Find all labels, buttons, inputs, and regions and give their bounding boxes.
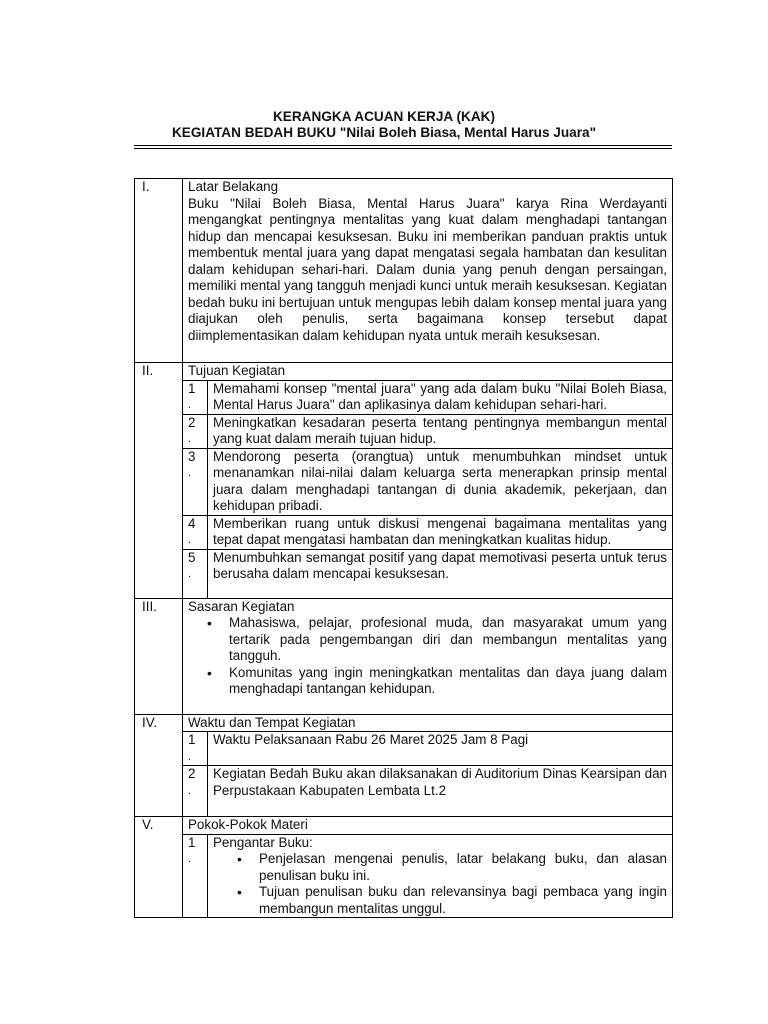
section-number: IV. xyxy=(135,714,183,817)
section-content xyxy=(183,598,673,714)
kak-table xyxy=(134,178,673,918)
list-item: • Mahasiswa, pelajar, profesional muda, dan masyarakat umum yang tertarik pada pengembangan diri dan membangun mentalitas yang tangguh. xyxy=(229,615,672,665)
list-item xyxy=(183,414,672,448)
item-text: Waktu Pelaksanaan Rabu 26 Maret 2025 Jam 8 Pagi xyxy=(208,732,673,766)
objectives-list xyxy=(183,380,672,598)
section-title: Pokok-Pokok Materi xyxy=(188,817,308,832)
section-title: Tujuan Kegiatan xyxy=(188,363,286,378)
item-number: 4 . xyxy=(183,515,208,549)
item-text: Menumbuhkan semangat positif yang dapat memotivasi peserta untuk terus berusaha dalam mencapai kesuksesan. xyxy=(208,549,673,598)
section-title: Waktu dan Tempat Kegiatan xyxy=(188,714,356,730)
section-number: V. xyxy=(135,817,183,918)
list-item xyxy=(183,732,672,766)
list-item xyxy=(183,380,672,414)
item-text: Memberikan ruang untuk diskusi mengenai bagaimana mentalitas yang tepat dapat mengatasi hambatan dan meningkatkan kualitas hidup. xyxy=(208,515,673,549)
item-number: 1 . xyxy=(183,834,208,917)
section-row-pokok-materi xyxy=(135,817,673,918)
document-subtitle: KEGIATAN BEDAH BUKU "Nilai Boleh Biasa, Mental Harus Juara" xyxy=(171,125,597,140)
section-content xyxy=(183,714,673,817)
section-title: Sasaran Kegiatan xyxy=(188,598,295,614)
section-row-waktu-tempat xyxy=(135,714,673,817)
section-row-tujuan-kegiatan xyxy=(135,363,673,599)
item-text: Memahami konsep "mental juara" yang ada dalam buku "Nilai Boleh Biasa, Mental Harus Juara" dan aplikasinya dalam kehidupan sehari-hari. xyxy=(208,380,673,414)
document-title: KERANGKA ACUAN KERJA (KAK) xyxy=(272,109,496,124)
section-title: Latar Belakang xyxy=(188,179,279,194)
section-content xyxy=(183,817,673,918)
list-item: • Tujuan penulisan buku dan relevansinya bagi pembaca yang ingin membangun mentalitas unggul. xyxy=(259,884,667,917)
schedule-list xyxy=(183,731,672,816)
item-number: 1 . xyxy=(183,380,208,414)
list-item: • Penjelasan mengenai penulis, latar belakang buku, dan alasan penulisan buku ini. xyxy=(259,851,667,884)
target-list xyxy=(183,615,672,698)
item-number: 2 . xyxy=(183,414,208,448)
section-row-sasaran-kegiatan xyxy=(135,598,673,714)
item-text: Meningkatkan kesadaran peserta tentang pentingnya membangun mental yang kuat dalam meraih tujuan hidup. xyxy=(208,414,673,448)
title-rule-top xyxy=(134,145,672,146)
list-item xyxy=(183,834,672,917)
section-paragraph: Buku "Nilai Boleh Biasa, Mental Harus Juara" karya Rina Werdayanti mengangkat pentingnya mentalitas yang kuat dalam menghadapi tantangan hidup dan mencapai kesuksesan. Buku ini memberikan panduan praktis untuk membentuk mental juara yang dapat mengatasi segala hambatan dan kesulitan dalam kehidupan sehari-hari. Dalam dunia yang penuh dengan persaingan, memiliki mental yang tangguh menjadi kunci untuk meraih kesuksesan. Kegiatan bedah buku ini bertujuan untuk mengupas lebih dalam konsep mental juara yang diajukan oleh penulis, serta bagaimana konsep tersebut dapat diimplementasikan dalam kehidupan nyata untuk meraih kesuksesan. xyxy=(188,195,667,343)
material-sublist xyxy=(213,851,667,917)
item-text xyxy=(208,834,673,917)
section-content xyxy=(183,363,673,599)
list-item xyxy=(183,549,672,598)
list-item xyxy=(183,515,672,549)
item-text: Mendorong peserta (orangtua) untuk menumbuhkan mindset untuk menanamkan nilai-nilai dalam keluarga serta menerapkan prinsip mental juara dalam menghadapi tantangan di dunia akademik, pekerjaan, dan kehidupan pribadi. xyxy=(208,448,673,515)
item-number: 2 . xyxy=(183,766,208,817)
section-content xyxy=(183,179,673,363)
item-number: 1 . xyxy=(183,732,208,766)
item-text: Kegiatan Bedah Buku akan dilaksanakan di Auditorium Dinas Kearsipan dan Perpustakaan Kabupaten Lembata Lt.2 xyxy=(208,766,673,817)
section-number: II. xyxy=(135,363,183,599)
list-item: • Komunitas yang ingin meningkatkan mentalitas dan daya juang dalam menghadapi tantangan kehidupan. xyxy=(229,665,672,698)
item-number: 3 . xyxy=(183,448,208,515)
list-item xyxy=(183,448,672,515)
section-number: I. xyxy=(135,179,183,363)
list-item xyxy=(183,766,672,817)
item-number: 5 . xyxy=(183,549,208,598)
title-rule-bottom xyxy=(134,148,672,149)
section-number: III. xyxy=(135,598,183,714)
item-heading: Pengantar Buku: xyxy=(213,834,313,850)
section-row-latar-belakang xyxy=(135,179,673,363)
material-list xyxy=(183,834,672,918)
